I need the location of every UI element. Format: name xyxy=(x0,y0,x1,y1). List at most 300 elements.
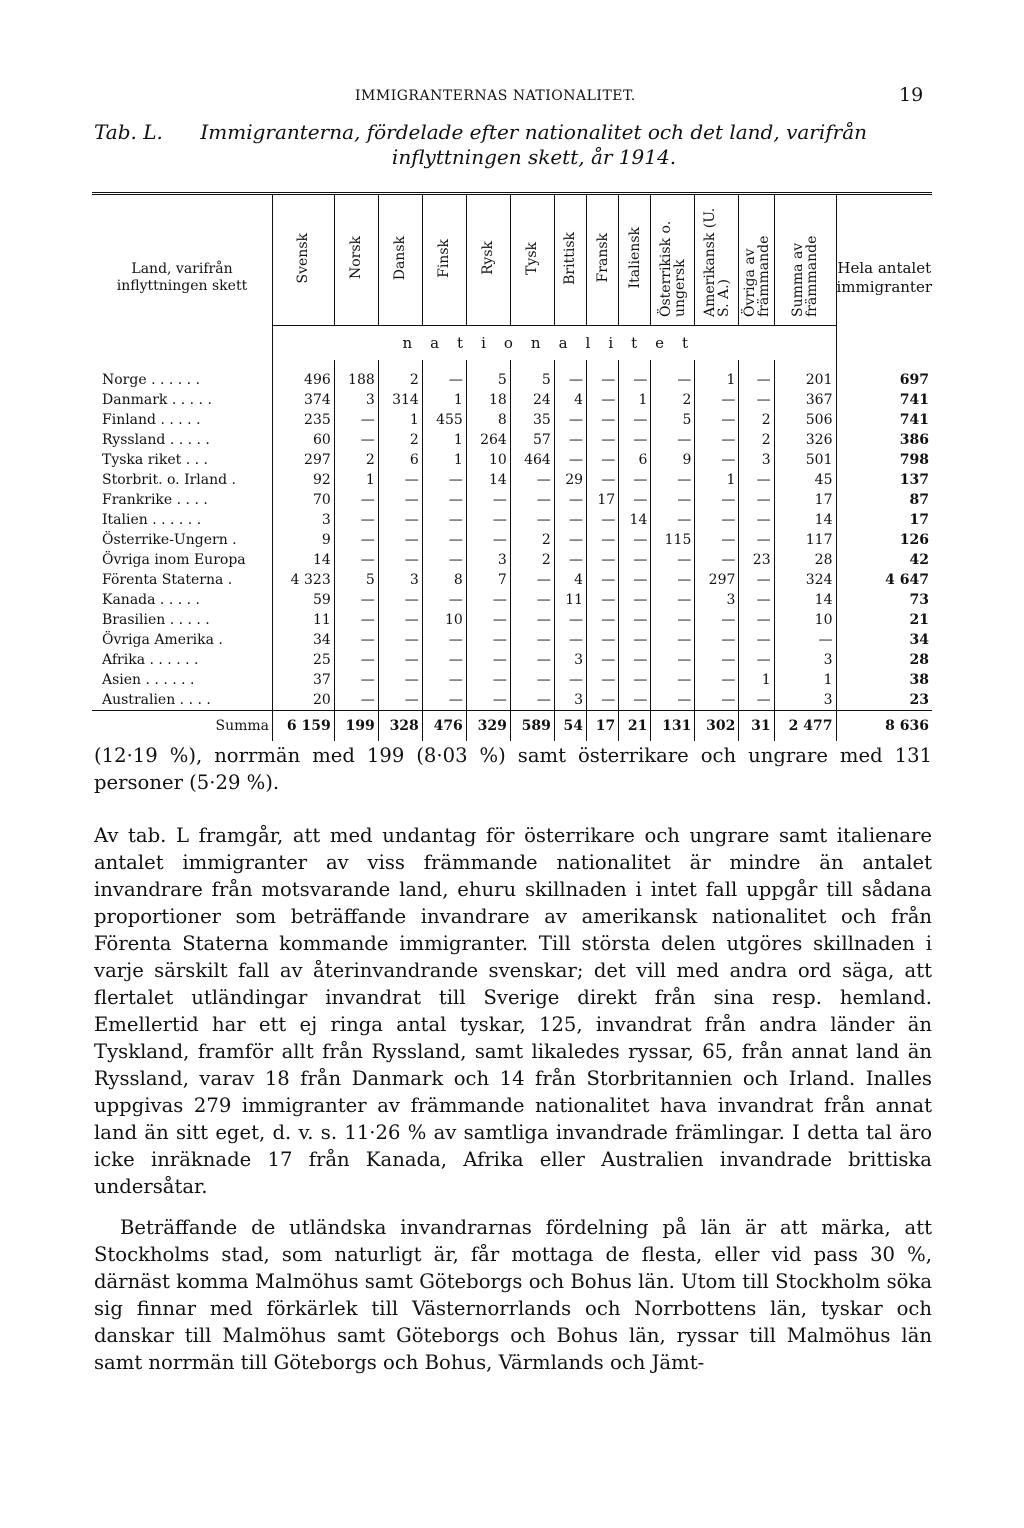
table-cell: — xyxy=(619,630,651,650)
table-cell: — xyxy=(587,650,619,670)
table-row xyxy=(92,470,932,490)
table-cell: — xyxy=(554,410,586,430)
table-cell: — xyxy=(378,610,422,630)
col-brittisk: Brittisk xyxy=(554,194,586,326)
table-row xyxy=(92,690,932,711)
table-cell: — xyxy=(378,550,422,570)
cell-hela: 697 xyxy=(836,360,932,390)
table-cell: 1 xyxy=(422,430,466,450)
table-cell: — xyxy=(695,690,739,711)
table-cell: — xyxy=(466,690,510,711)
summa-cell: 17 xyxy=(587,711,619,742)
cell-hela: 386 xyxy=(836,430,932,450)
table-cell: — xyxy=(619,430,651,450)
table-cell: — xyxy=(587,410,619,430)
table-cell: — xyxy=(651,430,695,450)
table-cell: — xyxy=(739,630,774,650)
table-cell: 2 xyxy=(510,530,554,550)
table-cell: — xyxy=(334,490,378,510)
table-cell: 3 xyxy=(334,390,378,410)
running-head: IMMIGRANTERNAS NATIONALITET. xyxy=(355,88,636,104)
table-cell: — xyxy=(554,430,586,450)
row-land-label: Storbrit. o. Irland . xyxy=(102,472,237,488)
table-cell: — xyxy=(739,360,774,390)
table-cell: 18 xyxy=(466,390,510,410)
table-cell: 1 xyxy=(619,390,651,410)
table-cell: 324 xyxy=(774,570,836,590)
table-cell: 4 xyxy=(554,570,586,590)
table-cell: 3 xyxy=(378,570,422,590)
table-cell: — xyxy=(587,550,619,570)
summa-cell: 476 xyxy=(422,711,466,742)
table-cell: 37 xyxy=(273,670,335,690)
table-cell: — xyxy=(619,570,651,590)
table-cell: 24 xyxy=(510,390,554,410)
summa-cell: 199 xyxy=(334,711,378,742)
table-cell: 235 xyxy=(273,410,335,430)
table-cell: — xyxy=(378,650,422,670)
table-cell: — xyxy=(422,590,466,610)
table-cell: 6 xyxy=(619,450,651,470)
table-cell: — xyxy=(619,590,651,610)
table-row xyxy=(92,550,932,570)
cell-hela: 73 xyxy=(836,590,932,610)
table-cell: — xyxy=(554,450,586,470)
table-cell: — xyxy=(695,430,739,450)
table-cell: — xyxy=(510,470,554,490)
table-cell: — xyxy=(695,410,739,430)
table-cell: 3 xyxy=(774,650,836,670)
table-cell: — xyxy=(554,550,586,570)
col-fransk: Fransk xyxy=(587,194,619,326)
cell-hela: 137 xyxy=(836,470,932,490)
table-cell: — xyxy=(651,690,695,711)
cell-hela: 23 xyxy=(836,690,932,711)
table-cell: — xyxy=(378,530,422,550)
table-cell: 3 xyxy=(695,590,739,610)
table-cell: — xyxy=(739,590,774,610)
table-cell: 25 xyxy=(273,650,335,670)
table-cell: — xyxy=(510,610,554,630)
table-cell: 4 323 xyxy=(273,570,335,590)
table-label: Tab. L. xyxy=(94,120,163,144)
table-cell: — xyxy=(739,510,774,530)
table-cell: 17 xyxy=(774,490,836,510)
table-cell: 10 xyxy=(466,450,510,470)
table-cell: 1 xyxy=(695,360,739,390)
table-cell: — xyxy=(422,470,466,490)
table-cell: 14 xyxy=(774,590,836,610)
table-cell: — xyxy=(334,530,378,550)
table-cell: 1 xyxy=(774,670,836,690)
summa-cell: 31 xyxy=(739,711,774,742)
table-cell: — xyxy=(510,690,554,711)
table-row xyxy=(92,390,932,410)
table-cell: — xyxy=(334,630,378,650)
table-cell: — xyxy=(334,670,378,690)
summa-cell: 8 636 xyxy=(836,711,932,742)
table-cell: 1 xyxy=(695,470,739,490)
table-cell: — xyxy=(422,650,466,670)
table-cell: — xyxy=(774,630,836,650)
paragraph-distribution: Beträffande de utländska invandrarnas fördelning på län är att märka, att Stockholms stad, som naturligt är, får mottaga de flesta, eller vid pass 30 %, därnäst komma Malmöhus samt Göteborgs och Bohus län. Utom till Stockholm söka sig finnar med förkärlek till Västernorrlands och Norrbottens län, tyskar och danskar till Malmöhus samt Göteborgs och Bohus län, ryssar till Malmöhus län samt norrmän till Göteborgs och Bohus, Värmlands och Jämt- xyxy=(94,1216,932,1374)
table-cell: — xyxy=(619,650,651,670)
table-cell: 59 xyxy=(273,590,335,610)
table-row xyxy=(92,650,932,670)
table-row xyxy=(92,670,932,690)
table-cell: 14 xyxy=(619,510,651,530)
table-cell: — xyxy=(651,490,695,510)
table-cell: — xyxy=(422,690,466,711)
cell-hela: 28 xyxy=(836,650,932,670)
nationalitet-label: nationalitet xyxy=(273,326,837,361)
summa-cell: 131 xyxy=(651,711,695,742)
table-cell: — xyxy=(587,390,619,410)
table-cell: — xyxy=(422,360,466,390)
table-cell: 2 xyxy=(378,430,422,450)
table-cell: — xyxy=(651,630,695,650)
row-land-label: Australien . . . . xyxy=(102,692,211,708)
table-cell: — xyxy=(554,630,586,650)
table-cell: 1 xyxy=(422,450,466,470)
table-cell: — xyxy=(587,630,619,650)
table-cell: — xyxy=(587,470,619,490)
paragraph-tab-l: Av tab. L framgår, att med undantag för österrikare och ungrare samt italienare antalet immigranter av viss främmande nationalitet är mindre än antalet invandrare från motsvarande land, ehuru skillnaden i intet fall uppgår till sådana proportioner som beträffande invandrare av amerikansk nationalitet och från Förenta Staterna kommande immigranter. Till största delen utgöres skillnaden i varje särskilt fall av återinvandrande svenskar; det vill med andra ord säga, att flertalet utländingar invandrat till Sverige direkt från sina resp. hemland. Emellertid har ett ej ringa antal tyskar, 125, invandrat från andra länder än Tyskland, framför allt från Ryssland, samt likaledes ryssar, 65, från annat land än Ryssland, varav 18 från Danmark och 14 från Storbritannien och Irland. Inalles uppgivas 279 immigranter av främmande nationalitet hava invandrat från annat land än sitt eget, d. v. s. 11·26 % av samtliga invandrade främlingar. I detta tal äro icke inräknade 17 från Kanada, Afrika eller Australien invandrade brittiska undersåtar. xyxy=(94,824,932,1198)
table-caption xyxy=(94,120,934,170)
table-cell: 28 xyxy=(774,550,836,570)
table-cell: — xyxy=(587,430,619,450)
table-cell: — xyxy=(651,650,695,670)
table-cell: — xyxy=(651,590,695,610)
table-cell: — xyxy=(651,570,695,590)
cell-hela: 741 xyxy=(836,390,932,410)
table-row xyxy=(92,360,932,390)
table-cell: — xyxy=(334,690,378,711)
row-land-label: Ryssland . . . . . xyxy=(102,432,210,448)
table-cell: — xyxy=(619,410,651,430)
table-cell: — xyxy=(619,690,651,711)
table-cell: 7 xyxy=(466,570,510,590)
table-cell: 14 xyxy=(273,550,335,570)
table-cell: 297 xyxy=(273,450,335,470)
table-cell: — xyxy=(378,470,422,490)
table-cell: — xyxy=(554,530,586,550)
table-cell: 3 xyxy=(466,550,510,570)
table-cell: 5 xyxy=(466,360,510,390)
table-cell: 23 xyxy=(739,550,774,570)
table-cell: 14 xyxy=(774,510,836,530)
table-cell: — xyxy=(510,670,554,690)
table-row xyxy=(92,510,932,530)
table-cell: — xyxy=(510,570,554,590)
table-cell: — xyxy=(587,450,619,470)
table-cell: — xyxy=(334,430,378,450)
table-row xyxy=(92,410,932,430)
table-cell: — xyxy=(378,630,422,650)
table-row xyxy=(92,430,932,450)
cell-hela: 21 xyxy=(836,610,932,630)
table-cell: — xyxy=(651,610,695,630)
summa-cell: 21 xyxy=(619,711,651,742)
table-cell: — xyxy=(378,670,422,690)
summa-cell: 329 xyxy=(466,711,510,742)
table-cell: 11 xyxy=(273,610,335,630)
table-cell: 57 xyxy=(510,430,554,450)
table-cell: — xyxy=(619,470,651,490)
table-cell: — xyxy=(619,530,651,550)
table-cell: 8 xyxy=(422,570,466,590)
table-cell: — xyxy=(587,690,619,711)
table-cell: — xyxy=(422,490,466,510)
table-cell: 297 xyxy=(695,570,739,590)
table-cell: 60 xyxy=(273,430,335,450)
table-cell: 10 xyxy=(422,610,466,630)
table-cell: — xyxy=(619,490,651,510)
table-cell: — xyxy=(695,490,739,510)
table-cell: — xyxy=(695,530,739,550)
table-cell: — xyxy=(619,550,651,570)
col-finsk: Finsk xyxy=(422,194,466,326)
col-svensk: Svensk xyxy=(273,194,335,326)
table-cell: 2 xyxy=(651,390,695,410)
table-cell: — xyxy=(651,510,695,530)
table-cell: — xyxy=(422,670,466,690)
table-cell: 455 xyxy=(422,410,466,430)
table-cell: — xyxy=(466,610,510,630)
table-cell: — xyxy=(466,490,510,510)
cell-hela: 126 xyxy=(836,530,932,550)
table-cell: — xyxy=(619,610,651,630)
table-cell: 464 xyxy=(510,450,554,470)
summa-cell: 589 xyxy=(510,711,554,742)
table-cell: 34 xyxy=(273,630,335,650)
table-cell: — xyxy=(587,360,619,390)
table-cell: — xyxy=(466,510,510,530)
table-row xyxy=(92,610,932,630)
cell-hela: 4 647 xyxy=(836,570,932,590)
table-cell: 3 xyxy=(554,650,586,670)
table-cell: 201 xyxy=(774,360,836,390)
table-cell: — xyxy=(695,630,739,650)
col-summa-frammande: Summa av främmande xyxy=(774,194,836,326)
table-cell: — xyxy=(510,510,554,530)
row-header: Land, varifrån inflyttningen skett xyxy=(92,194,273,361)
table-cell: — xyxy=(554,490,586,510)
row-land-label: Övriga inom Europa xyxy=(102,552,246,568)
table-cell: — xyxy=(510,650,554,670)
table-cell: — xyxy=(695,650,739,670)
table-cell: — xyxy=(422,630,466,650)
table-cell: — xyxy=(466,670,510,690)
table-cell: 35 xyxy=(510,410,554,430)
col-dansk: Dansk xyxy=(378,194,422,326)
table-cell: — xyxy=(739,470,774,490)
table-cell: — xyxy=(466,630,510,650)
table-cell: — xyxy=(739,650,774,670)
col-italiensk: Italiensk xyxy=(619,194,651,326)
row-land-label: Kanada . . . . . xyxy=(102,592,200,608)
table-cell: — xyxy=(334,550,378,570)
col-amerikansk: Amerikansk (U. S. A.) xyxy=(695,194,739,326)
table-cell: 8 xyxy=(466,410,510,430)
table-row xyxy=(92,570,932,590)
table-row xyxy=(92,630,932,650)
row-land-label: Afrika . . . . . . xyxy=(102,652,199,668)
table-cell: 117 xyxy=(774,530,836,550)
table-cell: 374 xyxy=(273,390,335,410)
table-cell: 314 xyxy=(378,390,422,410)
table-cell: 29 xyxy=(554,470,586,490)
row-land-label: Norge . . . . . . xyxy=(102,372,201,388)
table-cell: — xyxy=(587,610,619,630)
table-cell: 10 xyxy=(774,610,836,630)
row-land-label: Övriga Amerika . xyxy=(102,632,223,648)
table-cell: — xyxy=(739,390,774,410)
table-cell: 5 xyxy=(651,410,695,430)
row-land-label: Danmark . . . . . xyxy=(102,392,212,408)
table-cell: — xyxy=(587,570,619,590)
table-cell: — xyxy=(695,450,739,470)
table-cell: 70 xyxy=(273,490,335,510)
cell-hela: 741 xyxy=(836,410,932,430)
table-cell: 2 xyxy=(510,550,554,570)
table-cell: — xyxy=(739,610,774,630)
table-cell: — xyxy=(739,530,774,550)
row-land-label: Förenta Staterna . xyxy=(102,572,233,588)
table-cell: — xyxy=(695,670,739,690)
summa-cell: 54 xyxy=(554,711,586,742)
row-land-label: Italien . . . . . . xyxy=(102,512,202,528)
table-cell: — xyxy=(695,550,739,570)
table-cell: 2 xyxy=(739,410,774,430)
table-cell: — xyxy=(739,570,774,590)
table-row xyxy=(92,530,932,550)
table-cell: — xyxy=(587,590,619,610)
table-cell: 20 xyxy=(273,690,335,711)
table-cell: — xyxy=(739,490,774,510)
table-cell: 1 xyxy=(422,390,466,410)
table-row xyxy=(92,590,932,610)
table-cell: — xyxy=(695,610,739,630)
table-cell: — xyxy=(651,470,695,490)
col-norsk: Norsk xyxy=(334,194,378,326)
summa-cell: 302 xyxy=(695,711,739,742)
col-ovriga: Övriga av främmande xyxy=(739,194,774,326)
caption-line-1: Immigranterna, fördelade efter nationalitet och det land, varifrån xyxy=(200,120,868,144)
table-cell: — xyxy=(587,510,619,530)
table-cell: — xyxy=(619,670,651,690)
table-cell: 496 xyxy=(273,360,335,390)
table-cell: — xyxy=(510,590,554,610)
row-land-label: Finland . . . . . xyxy=(102,412,201,428)
table-cell: — xyxy=(334,650,378,670)
table-cell: 3 xyxy=(739,450,774,470)
table-cell: 17 xyxy=(587,490,619,510)
col-rysk: Rysk xyxy=(466,194,510,326)
table-cell: — xyxy=(334,590,378,610)
row-land-label: Tyska riket . . . xyxy=(102,452,208,468)
table-row xyxy=(92,450,932,470)
table-cell: — xyxy=(695,390,739,410)
table-cell: 4 xyxy=(554,390,586,410)
table-cell: 2 xyxy=(739,430,774,450)
table-cell: — xyxy=(554,360,586,390)
cell-hela: 798 xyxy=(836,450,932,470)
table-cell: — xyxy=(422,530,466,550)
table-cell: — xyxy=(695,510,739,530)
table-cell: 264 xyxy=(466,430,510,450)
table-cell: 5 xyxy=(510,360,554,390)
table-cell: 9 xyxy=(273,530,335,550)
table-cell: — xyxy=(510,490,554,510)
table-cell: 3 xyxy=(554,690,586,711)
row-land-label: Österrike-Ungern . xyxy=(102,532,237,548)
table-cell: — xyxy=(554,510,586,530)
table-cell: — xyxy=(378,590,422,610)
table-cell: 506 xyxy=(774,410,836,430)
table-cell: 501 xyxy=(774,450,836,470)
table-cell: 2 xyxy=(378,360,422,390)
table-cell: — xyxy=(334,510,378,530)
table-cell: — xyxy=(466,530,510,550)
table-cell: — xyxy=(651,550,695,570)
table-cell: — xyxy=(587,670,619,690)
cell-hela: 38 xyxy=(836,670,932,690)
table-cell: 5 xyxy=(334,570,378,590)
table-cell: — xyxy=(466,590,510,610)
summa-label: Summa xyxy=(92,711,273,742)
table-cell: 6 xyxy=(378,450,422,470)
table-cell: — xyxy=(554,670,586,690)
table-cell: — xyxy=(378,510,422,530)
table-cell: 1 xyxy=(739,670,774,690)
table-cell: — xyxy=(739,690,774,711)
table-cell: 3 xyxy=(273,510,335,530)
table-cell: 9 xyxy=(651,450,695,470)
col-hela-antalet: Hela antalet immigranter xyxy=(836,194,932,361)
cell-hela: 17 xyxy=(836,510,932,530)
table-cell: — xyxy=(334,610,378,630)
cell-hela: 34 xyxy=(836,630,932,650)
table-cell: — xyxy=(378,690,422,711)
table-cell: 92 xyxy=(273,470,335,490)
cell-hela: 87 xyxy=(836,490,932,510)
table-cell: 2 xyxy=(334,450,378,470)
table-cell: — xyxy=(422,550,466,570)
table-cell: — xyxy=(510,630,554,650)
table-cell: — xyxy=(422,510,466,530)
table-cell: — xyxy=(466,650,510,670)
table-cell: 45 xyxy=(774,470,836,490)
table-row xyxy=(92,490,932,510)
table-cell: 1 xyxy=(378,410,422,430)
col-osterrikisk: Österrikisk o. ungersk xyxy=(651,194,695,326)
table-cell: — xyxy=(651,360,695,390)
table-cell: — xyxy=(651,670,695,690)
row-land-label: Frankrike . . . . xyxy=(102,492,208,508)
summa-row xyxy=(92,711,932,742)
table-cell: — xyxy=(378,490,422,510)
page-number: 19 xyxy=(899,84,924,106)
row-land-label: Brasilien . . . . . xyxy=(102,612,210,628)
statistics-table xyxy=(92,192,932,741)
table-cell: 115 xyxy=(651,530,695,550)
table-cell: 11 xyxy=(554,590,586,610)
summa-cell: 328 xyxy=(378,711,422,742)
cell-hela: 42 xyxy=(836,550,932,570)
table-cell: — xyxy=(334,410,378,430)
table-cell: 14 xyxy=(466,470,510,490)
